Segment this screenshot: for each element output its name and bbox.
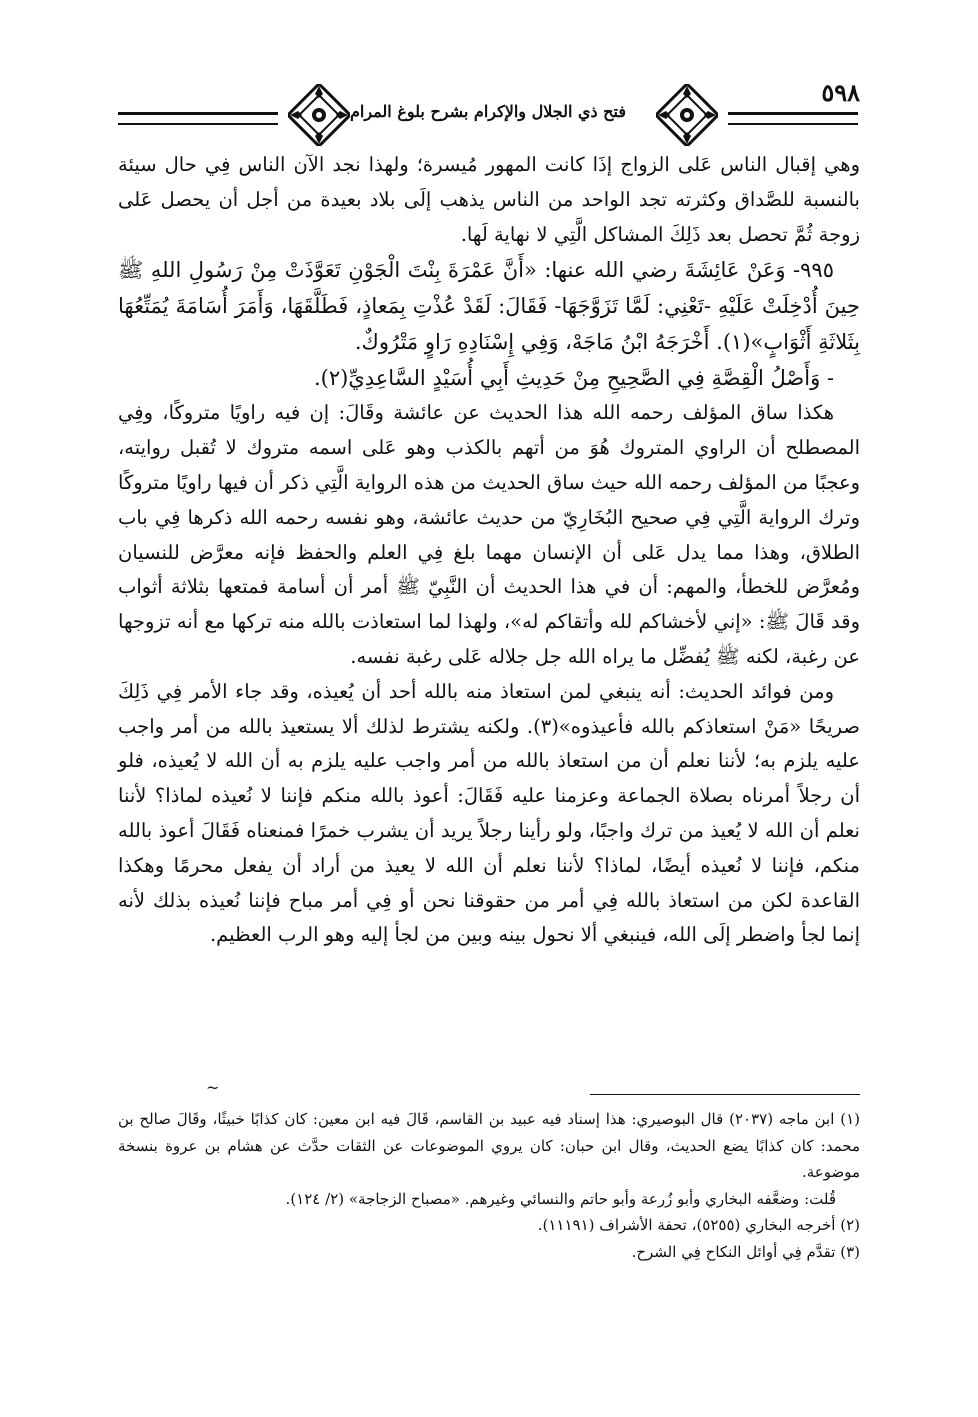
header-rule-right	[728, 112, 858, 125]
hadith-note: - وَأَصْلُ الْقِصَّةِ فِي الصَّحِيحِ مِنْ حَدِيثِ أَبِي أُسَيْدٍ السَّاعِدِيِّ(٢).	[313, 366, 834, 391]
footnote-2: (٢) أخرجه البخاري (٥٢٥٥)، تحفة الأشراف (١١١٩١).	[537, 1216, 860, 1234]
benefits-paragraph: ومن فوائد الحديث: أنه ينبغي لمن استعاذ منه بالله أحد أن يُعيذه، وقد جاء الأمر فِي ذَلِكَ صريحًا «مَنْ استعاذكم بالله فأعيذوه»(٣). ولكنه يشترط لذلك ألا يستعيذ بالله من أمر واجب عليه يلزم به؛ لأننا نعلم أن من استعاذ بالله من أمر واجب عليه يلزم به أن الله لا يُعيذه، فلو أن رجلاً أمرناه بصلاة الجماعة وعزمنا عليه فَقَالَ: أعوذ بالله منكم فإننا لا نُعيذه لماذا؟ لأننا نعلم أن الله لا يُعيذ من ترك واجبًا، ولو رأينا رجلاً يريد أن يشرب خمرًا فمنعناه فَقَالَ أعوذ بالله منكم، فإننا لا نُعيذه أيضًا، لماذا؟ لأننا نعلم أن الله لا يعيذ من أراد أن يفعل محرمًا وهكذا القاعدة لكن من استعاذ بالله فِي أمر من حقوقنا نحن أو فِي أمر مباح فإننا نُعيذه بذلك لأنه إنما لجأ واضطر إلَى الله، فينبغي ألا نحول بينه وبين من لجأ إليه وهو الرب العظيم.	[118, 679, 860, 947]
ornament-icon	[288, 84, 350, 146]
footnote-1: (١) ابن ماجه (٢٠٣٧) قال البوصيري: هذا إسناد فيه عبيد بن القاسم، قَالَ فيه ابن معين: كان كذابًا خبيثًا، وقَالَ صالح بن محمد: كان كذابًا يضع الحديث، وقال ابن حبان: كان يروي الموضوعات عن الثقات حدَّث عن هشام بن عروة بنسخة موضوعة.	[118, 1110, 860, 1181]
footnotes	[118, 1106, 860, 1265]
book-title: فتح ذي الجلال والإكرام بشرح بلوغ المرام	[350, 102, 626, 121]
hadith-text: ٩٩٥- وَعَنْ عَائِشَةَ رضي الله عنها: «أَنَّ عَمْرَةَ بِنْتَ الْجَوْنِ تَعَوَّذَتْ مِنْ رَسُولِ اللهِ ﷺ حِينَ أُدْخِلَتْ عَلَيْهِ -تَعْنِي: لَمَّا تَزَوَّجَهَا- فَقَالَ: لَقَدْ عُذْتِ بِمَعاذٍ، فَطَلَّقَهَا، وَأَمَرَ أُسَامَةَ يُمَتِّعُهَا بِثَلاثَةِ أَثْوَابٍ»(١). أَخْرَجَهُ ابْنُ مَاجَهْ، وَفِي إِسْنَادِهِ رَاوٍ مَتْرُوكٌ.	[118, 258, 860, 355]
page-number: ٥٩٨	[821, 78, 860, 107]
stray-mark: ~	[206, 1078, 220, 1097]
page-header	[118, 82, 858, 148]
header-rule-left	[118, 112, 278, 125]
main-text	[118, 148, 860, 953]
footnote-3: (٣) تقدَّم فِي أوائل النكاح فِي الشرح.	[631, 1242, 860, 1261]
footnote-1-note: قُلت: وضعَّفه البخاري وأبو زُرعة وأبو حاتم والنسائي وغيرهم. «مصباح الزجاجة» (٢/ ١٢٤).	[285, 1189, 836, 1208]
commentary-paragraph: هكذا ساق المؤلف رحمه الله هذا الحديث عن عائشة وقَالَ: إن فيه راويًا متروكًا، وفِي المصطلح أن الراوي المتروك هُوَ من أتهم بالكذب وهو عَلى اسمه متروك لا تُقبل روايته، وعجبًا من المؤلف رحمه الله حيث ساق الحديث من هذه الرواية الَّتِي ذكر أن فيها راويًا متروكًا وترك الرواية الَّتِي فِي صحيح البُخَارِيّ من حديث عائشة، وهو نفسه رحمه الله ذكرها فِي باب الطلاق، وهذا مما يدل عَلى أن الإنسان مهما بلغ فِي العلم والحفظ فإنه معرَّض للنسيان ومُعرَّض للخطأ، والمهم: أن في هذا الحديث أن النَّبِيّ ﷺ أمر أن أسامة فمتعها بثلاثة أثواب وقد قَالَ ﷺ: «إني لأخشاكم لله وأتقاكم له»، ولهذا لما استعاذت بالله منه تركها مع أنه تزوجها عن رغبة، لكنه ﷺ يُفضِّل ما يراه الله جل جلاله عَلى رغبة نفسه.	[118, 401, 860, 668]
paragraph-intro: وهي إقبال الناس عَلى الزواج إذَا كانت المهور مُيسرة؛ ولهذا نجد الآن الناس فِي حال سيئة بالنسبة للصَّداق وكثرته تجد الواحد من الناس يذهب إلَى بلاد بعيدة من أجل أن يحصل عَلى زوجة ثُمَّ تحصل بعد ذَلِكَ المشاكل الَّتِي لا نهاية لَها.	[118, 153, 860, 246]
ornament-icon	[656, 84, 718, 146]
footnote-divider	[590, 1094, 860, 1095]
